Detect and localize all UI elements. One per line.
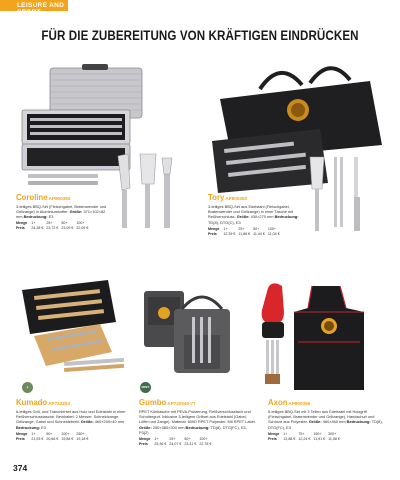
- page-number: 374: [13, 463, 28, 473]
- wood-badge-icon: ●: [22, 382, 33, 393]
- product-name: ToryAP800350: [208, 193, 248, 202]
- product-name: KumadoAP722203: [16, 398, 70, 407]
- product-kumado: [16, 398, 128, 442]
- price-table: Menge 1+ 25+ 50+ 100+ Preis 24,38 € 23,72 € 23,09 € 22,09 €: [16, 221, 89, 231]
- product-gumbo: [139, 398, 257, 447]
- page-title: FÜR DIE ZUBEREITUNG VON KRÄFTIGEN EINDRÜCKEN: [41, 28, 359, 43]
- product-description: 5-teiliges BBQ-Set mit 3 Teilen aus Edelstahl mit Holzgriff (Fleischgabel, Bratenwender und Grillzange), Handschuh und Schürze aus Polyester. Größe: 460×460 mm Bedruckung: TD(8), DTG(FC), E3: [268, 408, 383, 430]
- price-table: Menge 1+ 25+ 50+ 100+ Preis 25,36 € 24,07 € 23,41 € 22,78 €: [139, 437, 212, 447]
- rpet-badge-icon: RPET: [140, 382, 151, 393]
- product-description: RPET Kühltasche mit PEVA-Polsterung, Reißverschlussfach und Schultergurt. Inklusive 3-teiligem Grillset aus Edelstahl (Gabel, Löffel und Zange). Material: 600D RPET Polyester. Mit RPET Label. Größe: 250×380×200 mm Bedruckung: TD(8), DTG(FC), E3, P3(2): [139, 408, 256, 436]
- product-name: GumboAP722540-77: [139, 398, 196, 407]
- gumbo-product-image: [140, 283, 252, 383]
- product-description: 6-teiliges Grill- und Tranchierset aus Holz und Edelstahl in einer Reißverschlusstasche. Beinhaltet: 2 Messer, Schneidzange, Grillzange, Gabel und Schneidebrett. Größe: 460×200×40 mm Bedruckung: E3: [16, 408, 126, 430]
- price-table: Menge 1+ 75+ 150+ 300+ Preis 12,88 € 12,24 € 11,91 € 11,58 €: [268, 431, 340, 441]
- category-tab: LEISURE AND SPORT: [0, 0, 68, 11]
- tory-utensils-image: [306, 155, 376, 235]
- product-tory: [208, 193, 303, 237]
- product-axon: [268, 398, 386, 442]
- product-coroline: [16, 193, 111, 231]
- product-description: 3-teiliges BBQ-Set (Fleischgabel, Bratenwender und Grillzange) in Aluminiumkoffer. Größe: 371×102×82 mm Bedruckung: E3: [16, 203, 107, 220]
- product-description: 3-teiliges BBQ-Set aus Edelstahl (Fleischgabel, Bratenwender und Grillzange) in einer Tasche mit Reißverschluss. Größe: 430×270 mm Bedruckung: TD(8), DTG(C), E3: [208, 203, 299, 225]
- axon-product-image: [254, 282, 384, 398]
- coroline-utensils-image: [112, 152, 182, 232]
- price-table: Menge 1+ 50+ 100+ 250+ Preis 21,93 € 20,66 € 19,88 € 19,18 €: [16, 431, 89, 441]
- price-table: Menge 1+ 25+ 50+ 100+ Preis 12,39 € 11,86 € 11,44 € 11,04 €: [208, 226, 280, 236]
- kumado-product-image: [16, 278, 134, 378]
- product-name: AxonAP800359: [268, 398, 311, 407]
- product-name: CorolineAP800384: [16, 193, 71, 202]
